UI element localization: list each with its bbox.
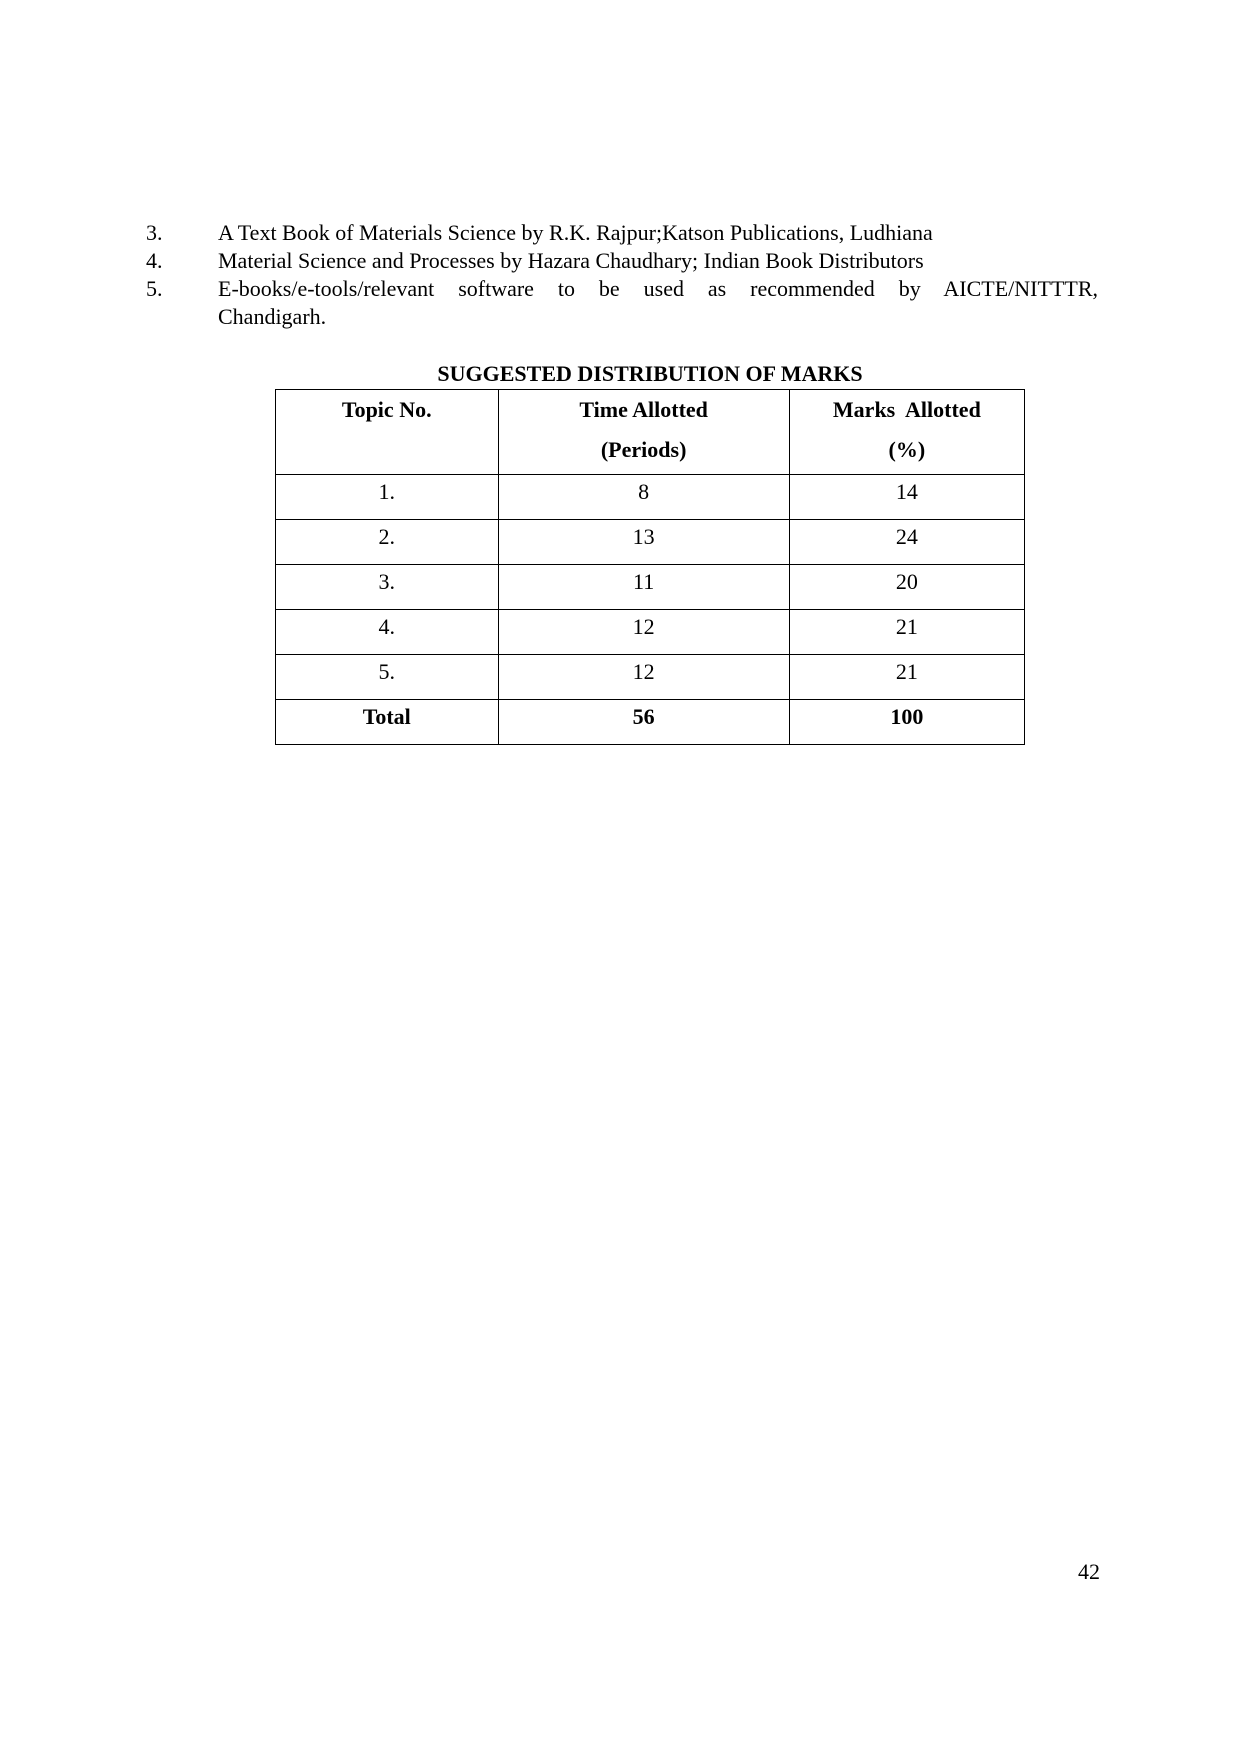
table-row <box>276 520 1025 565</box>
cell-topic: 4. <box>276 610 499 655</box>
cell-marks: 24 <box>789 520 1024 565</box>
reference-text: E-books/e-tools/relevant software to be used as recommended by AICTE/NITTTR, <box>218 276 1098 301</box>
marks-distribution-table <box>275 389 1025 745</box>
reference-number: 4. <box>146 248 163 273</box>
reference-text-continued: Chandigarh. <box>218 304 327 329</box>
reference-number: 5. <box>146 276 163 301</box>
cell-topic: 1. <box>276 475 499 520</box>
cell-topic: 2. <box>276 520 499 565</box>
header-marks-allotted <box>789 390 1024 475</box>
header-topic-no <box>276 390 499 475</box>
table-title: SUGGESTED DISTRIBUTION OF MARKS <box>437 361 863 386</box>
cell-marks: 21 <box>789 655 1024 700</box>
cell-time: 11 <box>498 565 789 610</box>
cell-total-marks: 100 <box>789 700 1024 745</box>
table-header-row <box>276 390 1025 475</box>
cell-topic: 5. <box>276 655 499 700</box>
table-row <box>276 565 1025 610</box>
cell-topic: 3. <box>276 565 499 610</box>
header-time-allotted <box>498 390 789 475</box>
header-line: (%) <box>888 437 926 462</box>
header-line: Topic No. <box>341 397 432 422</box>
table-row <box>276 475 1025 520</box>
cell-time: 12 <box>498 610 789 655</box>
cell-marks: 20 <box>789 565 1024 610</box>
table-total-row <box>276 700 1025 745</box>
table-row <box>276 610 1025 655</box>
reference-text: A Text Book of Materials Science by R.K. Rajpur;Katson Publications, Ludhiana <box>218 220 933 245</box>
cell-marks: 14 <box>789 475 1024 520</box>
reference-number: 3. <box>146 220 163 245</box>
cell-marks: 21 <box>789 610 1024 655</box>
page-number: 42 <box>1078 1559 1100 1584</box>
reference-text: Material Science and Processes by Hazara Chaudhary; Indian Book Distributors <box>218 248 924 273</box>
cell-total-label: Total <box>276 700 499 745</box>
cell-time: 12 <box>498 655 789 700</box>
cell-total-time: 56 <box>498 700 789 745</box>
cell-time: 13 <box>498 520 789 565</box>
header-line: (Periods) <box>600 437 687 462</box>
header-line: Marks Allotted <box>832 397 981 422</box>
header-line: Time Allotted <box>579 397 708 422</box>
cell-time: 8 <box>498 475 789 520</box>
table-row <box>276 655 1025 700</box>
